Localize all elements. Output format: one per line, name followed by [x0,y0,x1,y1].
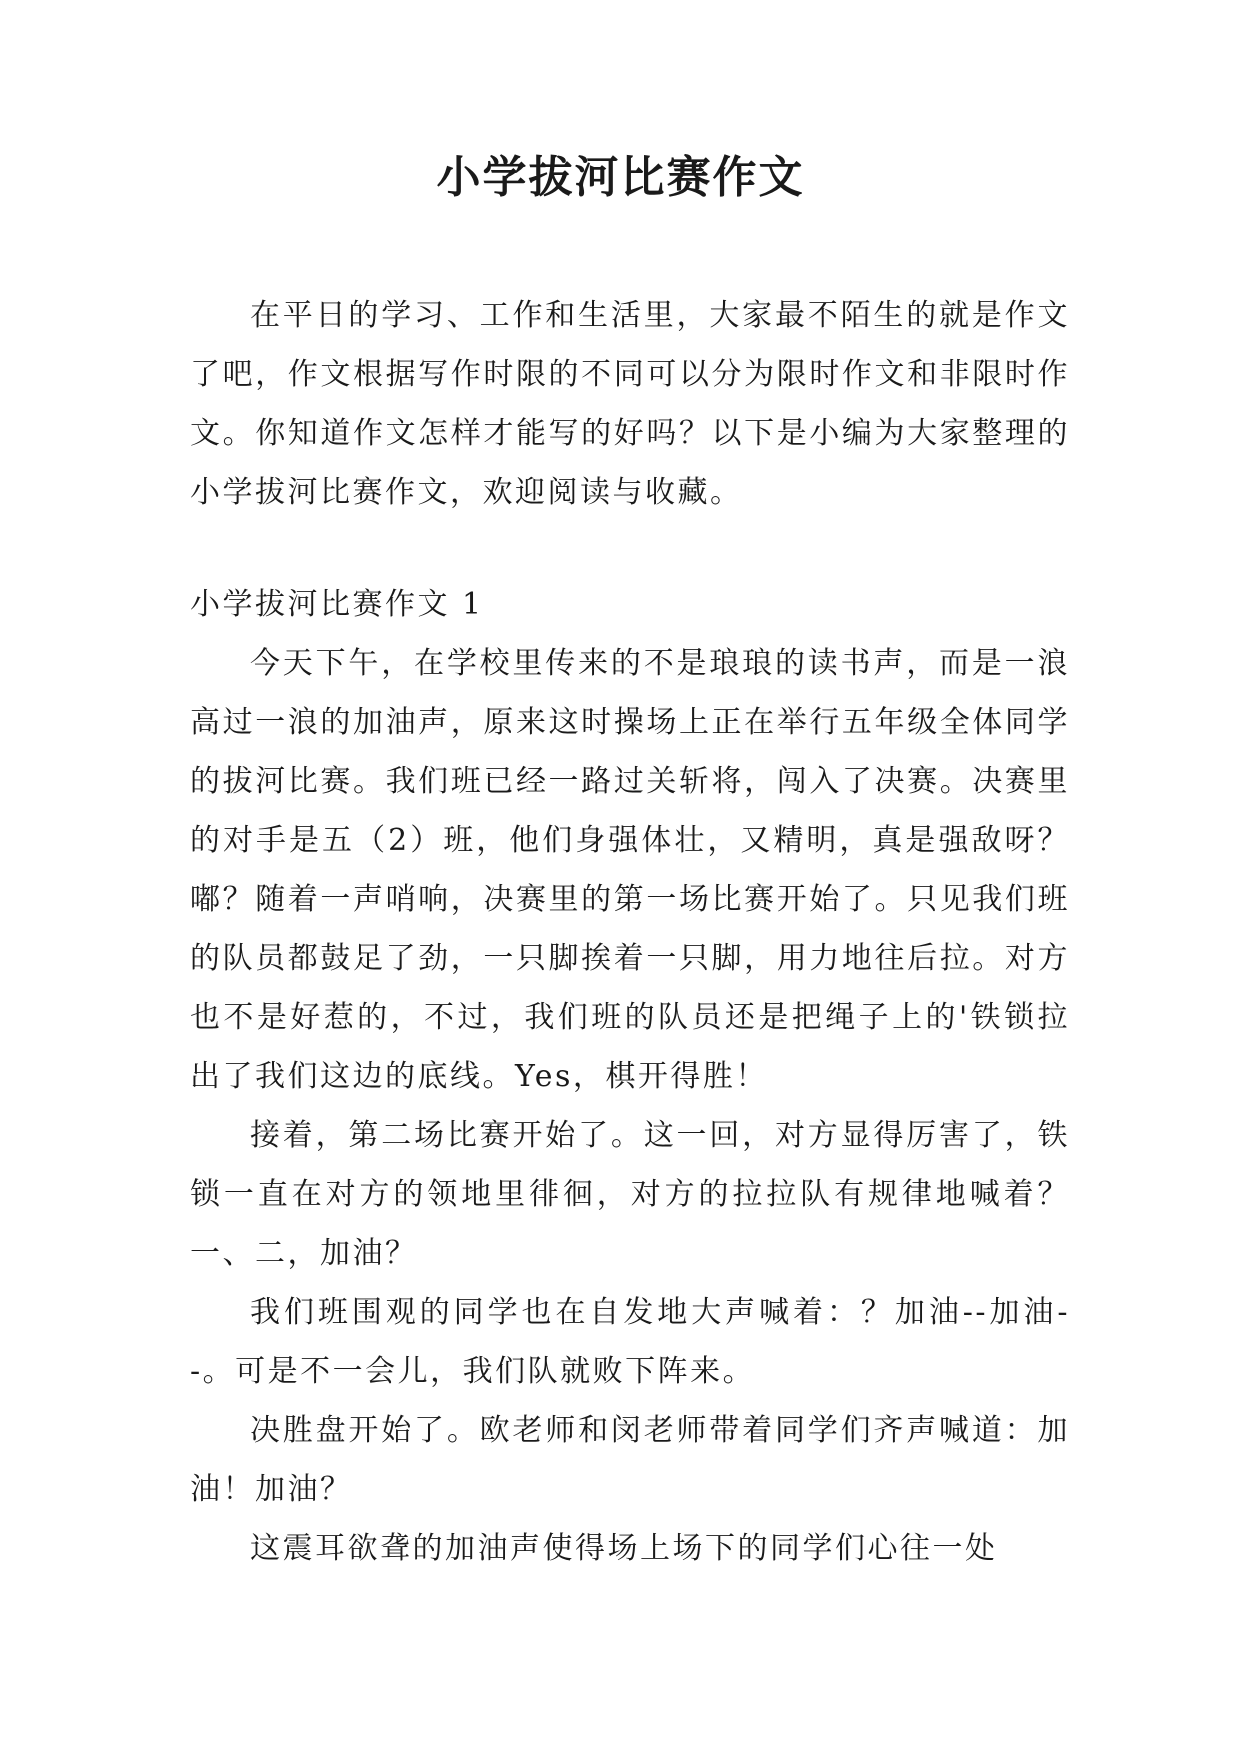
document-title: 小学拔河比赛作文 [436,152,805,203]
intro-paragraph: 在平日的学习、工作和生活里，大家最不陌生的就是作文了吧，作文根据写作时限的不同可以分为限时作文和非限时作文。你知道作文怎样才能写的好吗？以下是小编为大家整理的小学拔河比赛作文，欢迎阅读与收藏。 [190,298,1070,510]
body-paragraph-3: 我们班围观的同学也在自发地大声喊着：？加油--加油--。可是不一会儿，我们队就败下阵来。 [190,1295,1070,1389]
document-body [190,286,1070,1578]
section-heading: 小学拔河比赛作文 1 [190,587,484,622]
body-paragraph-1: 今天下午，在学校里传来的不是琅琅的读书声，而是一浪高过一浪的加油声，原来这时操场上正在举行五年级全体同学的拔河比赛。我们班已经一路过关斩将，闯入了决赛。决赛里的对手是五（2）班，他们身强体壮，又精明，真是强敌呀？嘟？随着一声哨响，决赛里的第一场比赛开始了。只见我们班的队员都鼓足了劲，一只脚挨着一只脚，用力地往后拉。对方也不是好惹的，不过，我们班的队员还是把绳子上的'铁锁拉出了我们这边的底线。Yes，棋开得胜！ [190,646,1070,1094]
body-paragraph-5: 这震耳欲聋的加油声使得场上场下的同学们心往一处 [250,1531,998,1566]
spacer [190,522,1070,575]
body-paragraph-4: 决胜盘开始了。欧老师和闵老师带着同学们齐声喊道：加油！加油？ [190,1413,1070,1507]
body-paragraph-2: 接着，第二场比赛开始了。这一回，对方显得厉害了，铁锁一直在对方的领地里徘徊，对方的拉拉队有规律地喊着？一、二，加油？ [190,1118,1070,1271]
